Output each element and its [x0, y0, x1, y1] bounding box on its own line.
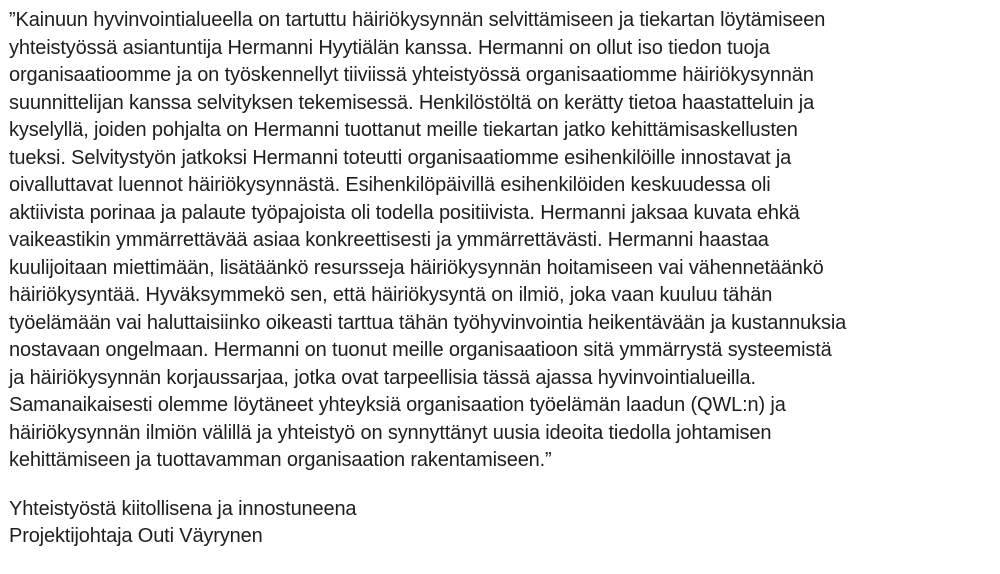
signature-closing-line: Yhteistyöstä kiitollisena ja innostuneena: [9, 497, 357, 520]
quote-line: kehittämiseen ja tuottavamman organisaation rakentamiseen.”: [9, 449, 552, 471]
quote-line: kuulijoitaan miettimään, lisätäänkö resursseja häiriökysynnän hoitamiseen vai vähennetäänkö: [9, 256, 824, 279]
signature-name-line: Projektijohtaja Outi Väyrynen: [9, 525, 263, 547]
quote-line: organisaatioomme ja on työskennellyt tiiviissä yhteistyössä organisaatiomme häiriökysynnän: [9, 64, 814, 86]
quote-line: nostavaan ongelmaan. Hermanni on tuonut meille organisaatioon sitä ymmärrystä systeemistä: [9, 339, 832, 361]
quote-line: suunnittelijan kanssa selvityksen tekemisessä. Henkilöstöltä on kerätty tietoa haastatteluin ja: [9, 91, 815, 114]
testimonial-quote: [9, 7, 992, 475]
quote-line: tueksi. Selvitystyön jatkoksi Hermanni toteutti organisaatiomme esihenkilöille innostavat ja: [9, 146, 792, 169]
signature: [9, 496, 992, 551]
quote-line: ja häiriökysynnän korjaussarjaa, jotka ovat tarpeellisia tässä ajassa hyvinvointialueilla.: [9, 366, 756, 389]
quote-line: häiriökysynnän ilmiön välillä ja yhteistyö on synnyttänyt uusia ideoita tiedolla johtamisen: [9, 421, 772, 444]
quote-line: aktiivista porinaa ja palaute työpajoista oli todella positiivista. Hermanni jaksaa kuvata ehkä: [9, 201, 800, 224]
quote-line: yhteistyössä asiantuntija Hermanni Hyytiälän kanssa. Hermanni on ollut iso tiedon tuoja: [9, 36, 770, 59]
quote-line: häiriökysyntää. Hyväksymmekö sen, että häiriökysyntä on ilmiö, joka vaan kuuluu tähän: [9, 284, 773, 306]
quote-line: oivalluttavat luennot häiriökysynnästä. Esihenkilöpäivillä esihenkilöiden keskuudessa oli: [9, 174, 771, 196]
quote-line: Samanaikaisesti olemme löytäneet yhteyksiä organisaation työelämän laadun (QWL:n) ja: [9, 394, 786, 416]
quote-line: ”Kainuun hyvinvointialueella on tartuttu häiriökysynnän selvittämiseen ja tiekartan löytämiseen: [9, 9, 826, 31]
quote-line: työelämään vai haluttaisiinko oikeasti tarttua tähän työhyvinvointia heikentävään ja kustannuksia: [9, 311, 847, 334]
quote-line: kyselyllä, joiden pohjalta on Hermanni tuottanut meille tiekartan jatko kehittämisaskellusten: [9, 119, 798, 141]
quote-line: vaikeastikin ymmärrettävää asiaa konkreettisesti ja ymmärrettävästi. Hermanni haastaa: [9, 229, 769, 251]
